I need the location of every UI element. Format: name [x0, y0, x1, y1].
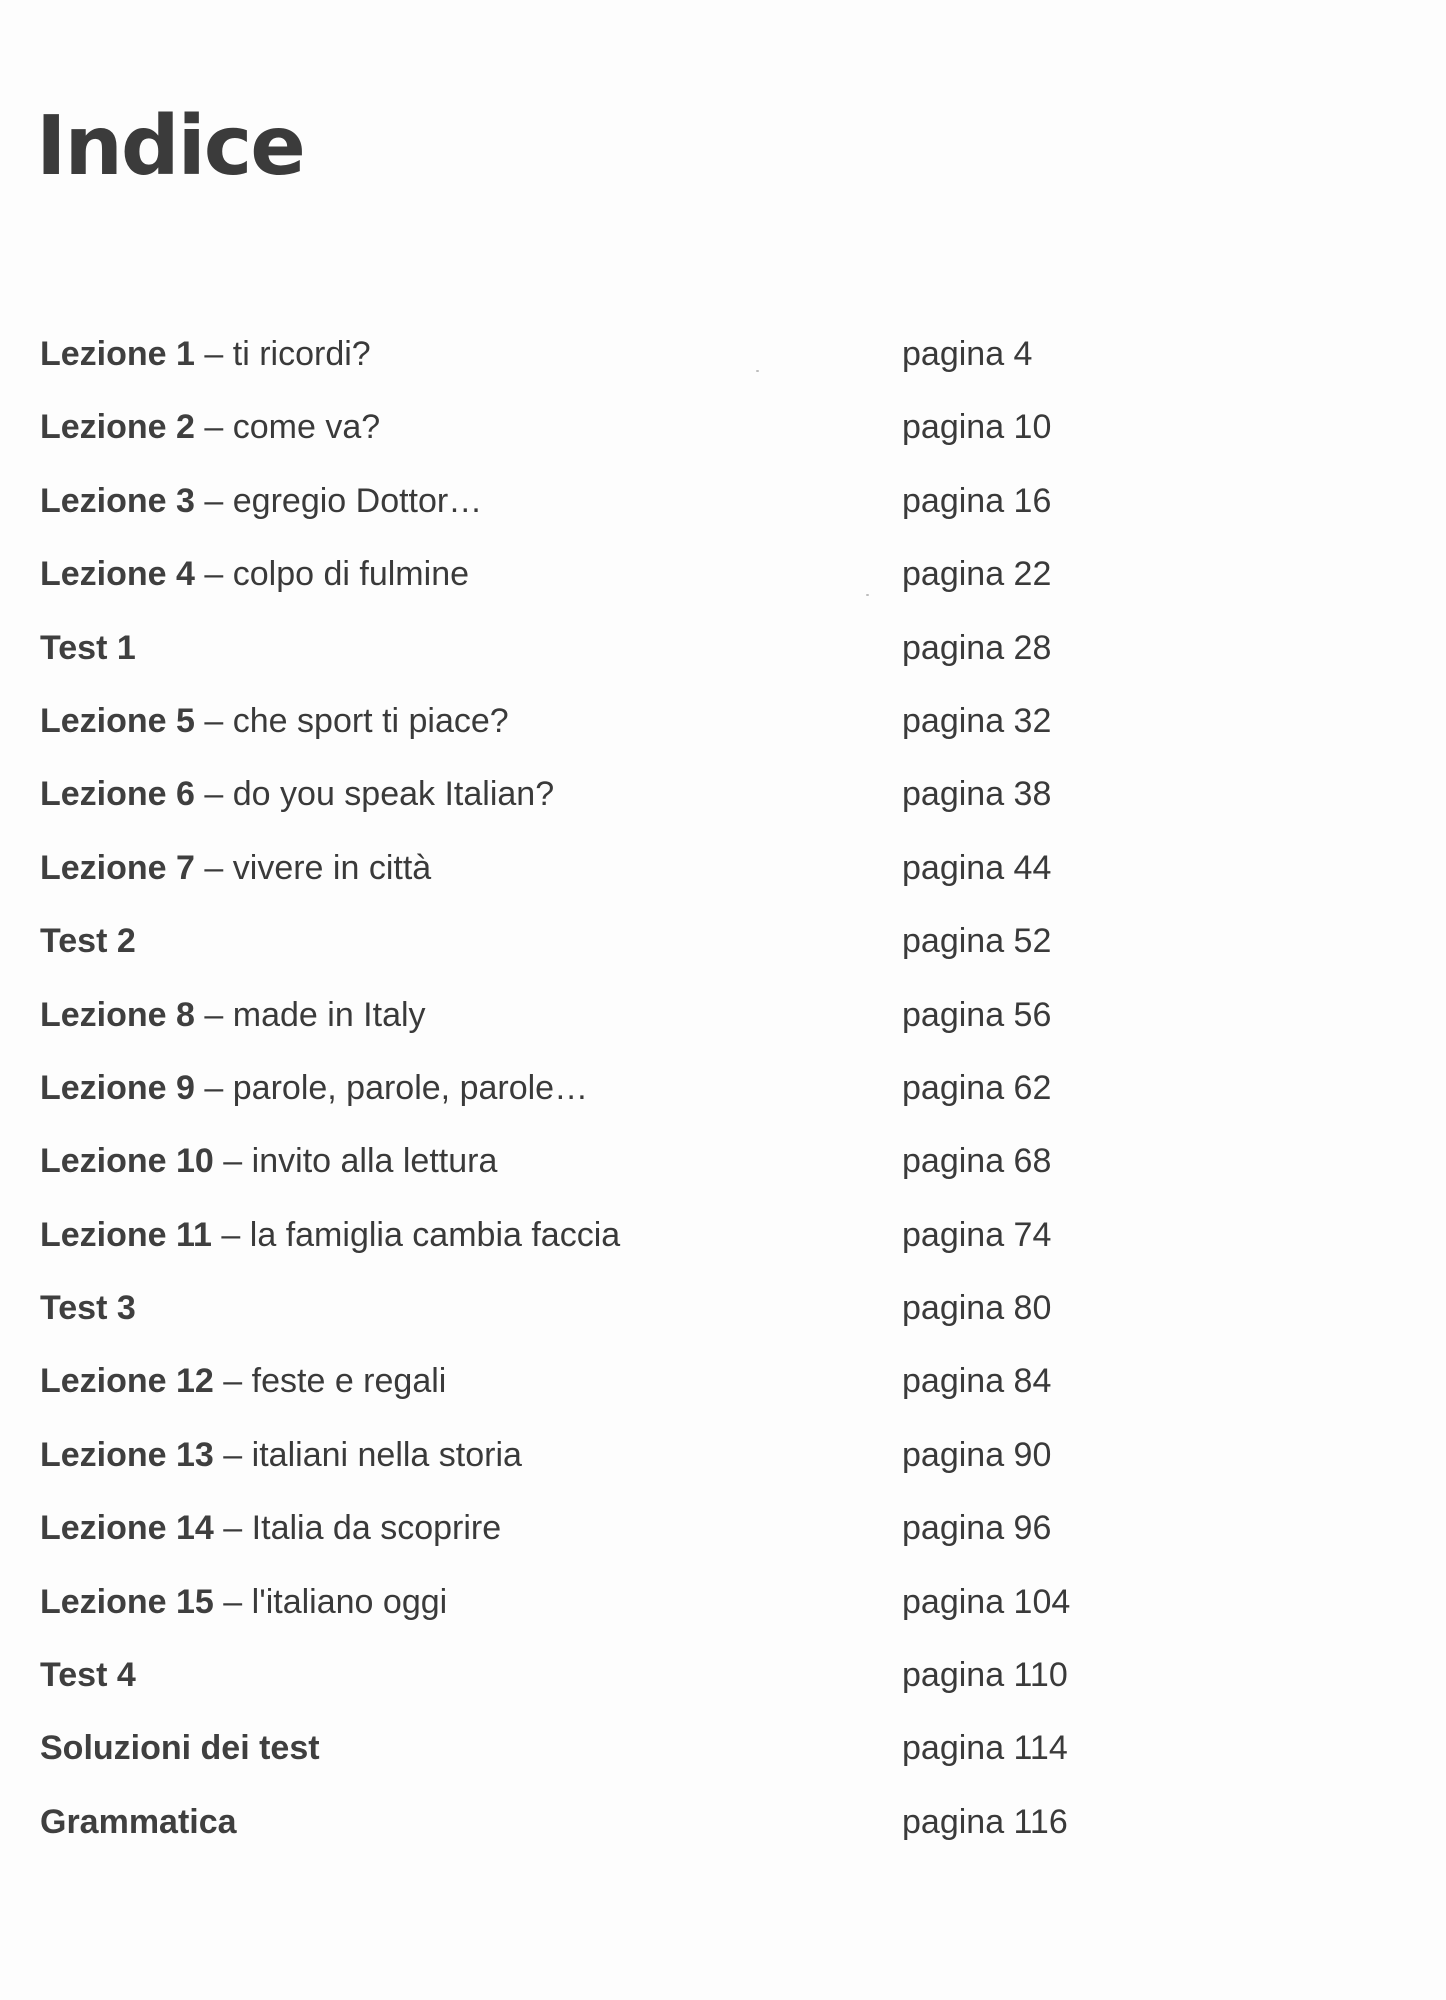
toc-row[interactable] — [0, 550, 1446, 623]
entry-title: italiani nella storia — [251, 1435, 522, 1474]
toc-row[interactable] — [0, 1431, 1446, 1504]
entry-title: come va? — [232, 408, 381, 447]
entry-title: Italia da scoprire — [251, 1509, 502, 1548]
scan-speck — [756, 370, 759, 372]
toc-entry — [40, 330, 371, 378]
entry-title: la famiglia cambia faccia — [249, 1215, 621, 1254]
toc-entry — [40, 844, 431, 892]
entry-label: Lezione 2 — [40, 408, 195, 447]
toc-row[interactable] — [0, 330, 1446, 403]
entry-page: pagina 68 — [902, 1142, 1052, 1181]
entry-page: pagina 32 — [902, 701, 1052, 740]
toc-entry — [40, 477, 482, 525]
toc-entry — [40, 1431, 522, 1479]
entry-page: pagina 84 — [902, 1362, 1052, 1401]
toc-entry — [40, 1798, 237, 1846]
entry-separator: – — [204, 848, 224, 887]
entry-separator: – — [221, 1215, 241, 1254]
entry-title: che sport ti piace? — [232, 701, 509, 740]
entry-separator: – — [223, 1435, 243, 1474]
entry-page: pagina 96 — [902, 1509, 1052, 1548]
entry-page: pagina 62 — [902, 1068, 1052, 1107]
entry-title: egregio Dottor… — [232, 481, 483, 520]
toc-row[interactable] — [0, 1064, 1446, 1137]
entry-page: pagina 80 — [902, 1289, 1052, 1328]
toc-entry — [40, 697, 509, 745]
entry-label: Lezione 6 — [40, 775, 195, 814]
entry-title: ti ricordi? — [232, 335, 371, 373]
entry-title: parole, parole, parole… — [232, 1068, 589, 1107]
entry-title: vivere in città — [232, 848, 432, 887]
toc-row[interactable] — [0, 1651, 1446, 1724]
entry-label: Soluzioni dei test — [40, 1729, 320, 1768]
entry-page: pagina 116 — [902, 1802, 1068, 1841]
entry-title: feste e regali — [251, 1362, 447, 1401]
toc-entry — [40, 991, 426, 1039]
entry-label: Test 1 — [40, 628, 136, 667]
entry-separator: – — [204, 995, 224, 1034]
entry-separator: – — [204, 335, 224, 373]
table-of-contents — [0, 330, 1446, 1871]
toc-row[interactable] — [0, 1284, 1446, 1357]
entry-title: invito alla lettura — [251, 1142, 498, 1181]
toc-row[interactable] — [0, 991, 1446, 1064]
entry-separator: – — [204, 701, 224, 740]
toc-row[interactable] — [0, 1211, 1446, 1284]
entry-separator: – — [204, 1068, 224, 1107]
toc-entry — [40, 1211, 620, 1259]
toc-entry — [40, 1724, 320, 1772]
entry-label: Test 2 — [40, 922, 136, 961]
entry-page: pagina 52 — [902, 922, 1052, 961]
toc-entry — [40, 1357, 446, 1405]
entry-label: Lezione 3 — [40, 481, 195, 520]
entry-page: pagina 104 — [902, 1582, 1071, 1621]
entry-page: pagina 114 — [902, 1729, 1068, 1768]
toc-row[interactable] — [0, 624, 1446, 697]
entry-separator: – — [204, 555, 224, 594]
entry-label: Test 4 — [40, 1656, 136, 1695]
entry-page: pagina 110 — [902, 1656, 1068, 1695]
toc-row[interactable] — [0, 697, 1446, 770]
toc-row[interactable] — [0, 1578, 1446, 1651]
entry-label: Lezione 9 — [40, 1068, 195, 1107]
entry-label: Lezione 1 — [40, 335, 195, 373]
entry-label: Lezione 14 — [40, 1509, 214, 1548]
entry-label: Lezione 15 — [40, 1582, 214, 1621]
toc-entry — [40, 770, 554, 818]
toc-entry — [40, 1137, 497, 1185]
toc-row[interactable] — [0, 1504, 1446, 1577]
entry-label: Lezione 12 — [40, 1362, 214, 1401]
entry-page: pagina 90 — [902, 1435, 1052, 1474]
entry-title: made in Italy — [232, 995, 426, 1034]
entry-separator: – — [204, 775, 224, 814]
entry-page: pagina 74 — [902, 1215, 1052, 1254]
toc-row[interactable] — [0, 770, 1446, 843]
page-title: Indice — [36, 99, 304, 194]
toc-row[interactable] — [0, 477, 1446, 550]
toc-row[interactable] — [0, 1724, 1446, 1797]
entry-page: pagina 44 — [902, 848, 1052, 887]
toc-row[interactable] — [0, 844, 1446, 917]
entry-separator: – — [223, 1142, 243, 1181]
entry-label: Lezione 11 — [40, 1215, 212, 1254]
toc-row[interactable] — [0, 1357, 1446, 1430]
entry-title: l'italiano oggi — [251, 1582, 448, 1621]
toc-entry — [40, 917, 136, 965]
toc-entry — [40, 403, 380, 451]
entry-label: Lezione 8 — [40, 995, 195, 1034]
toc-row[interactable] — [0, 403, 1446, 476]
toc-entry — [40, 1651, 136, 1699]
entry-page: pagina 38 — [902, 775, 1052, 814]
entry-label: Lezione 4 — [40, 555, 195, 594]
toc-row[interactable] — [0, 1798, 1446, 1871]
entry-label: Lezione 5 — [40, 701, 195, 740]
entry-separator: – — [204, 481, 224, 520]
entry-label: Lezione 10 — [40, 1142, 214, 1181]
entry-page: pagina 16 — [902, 481, 1052, 520]
scan-speck — [866, 594, 869, 596]
toc-entry — [40, 1064, 588, 1112]
entry-separator: – — [223, 1509, 243, 1548]
entry-label: Lezione 13 — [40, 1435, 214, 1474]
entry-separator: – — [223, 1362, 243, 1401]
entry-page: pagina 22 — [902, 555, 1052, 594]
entry-title: colpo di fulmine — [232, 555, 470, 594]
entry-label: Test 3 — [40, 1289, 136, 1328]
toc-entry — [40, 1578, 447, 1626]
toc-entry — [40, 550, 469, 598]
entry-separator: – — [223, 1582, 243, 1621]
entry-separator: – — [204, 408, 224, 447]
entry-label: Lezione 7 — [40, 848, 195, 887]
entry-title: do you speak Italian? — [232, 775, 555, 814]
toc-row[interactable] — [0, 1137, 1446, 1210]
entry-label: Grammatica — [40, 1802, 237, 1841]
entry-page: pagina 10 — [902, 408, 1052, 447]
toc-entry — [40, 1284, 136, 1332]
entry-page: pagina 28 — [902, 628, 1052, 667]
toc-row[interactable] — [0, 917, 1446, 990]
entry-page: pagina 56 — [902, 995, 1052, 1034]
toc-entry — [40, 624, 136, 672]
toc-entry — [40, 1504, 501, 1552]
entry-page: pagina 4 — [902, 335, 1033, 373]
